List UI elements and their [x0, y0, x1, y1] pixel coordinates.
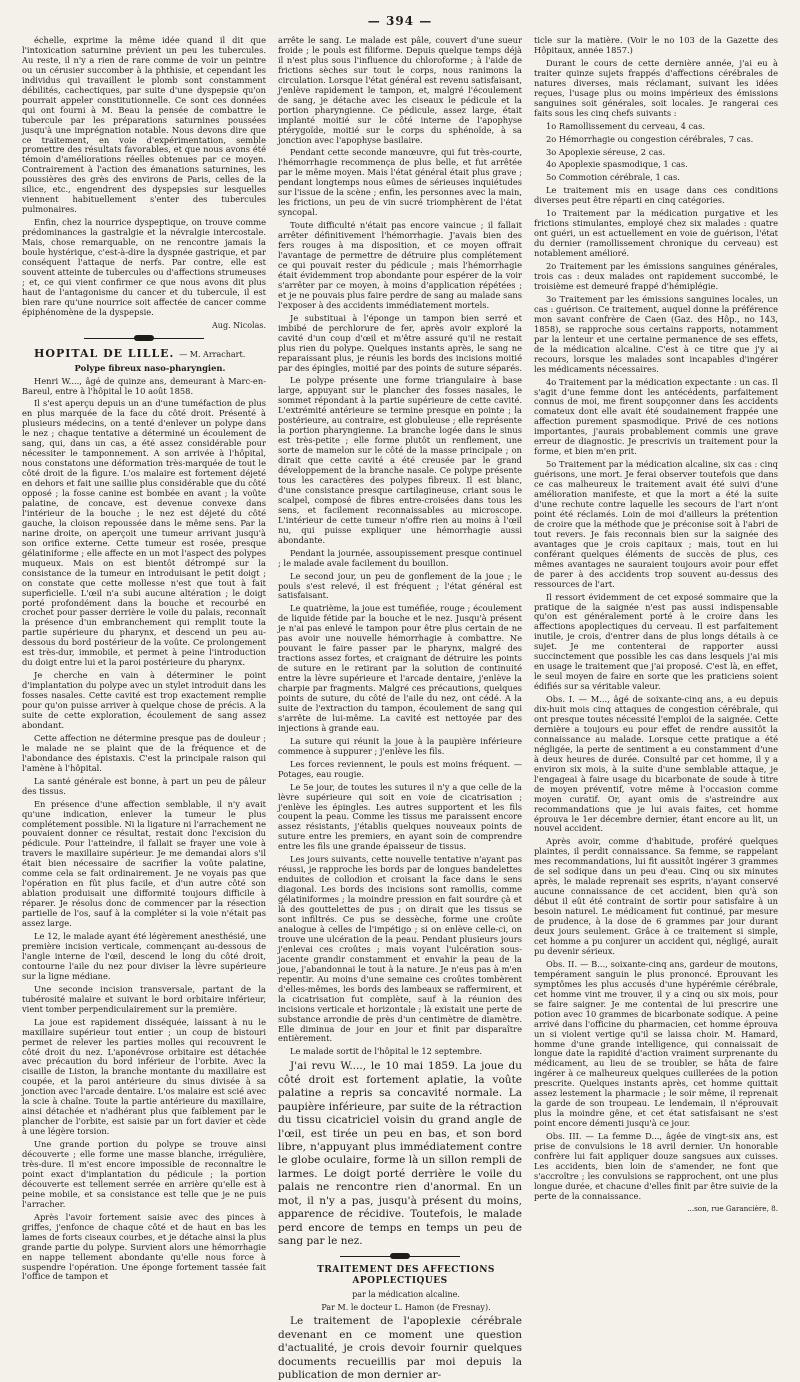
paragraph: échelle, exprime la même idée quand il dit que l'intoxication saturnine prévient un peu les tubercules. Au reste, il n'y a rien de rare comme de voir un peintre ou un cérusier succomber à la phthisie, et cependant les individus qui travaillent le plomb sont constamment débilités, cachectiques, par suite d'une dyspepsie qu'on pourrait appeler constitutionnelle. Ce sont ces données qui ont fourni à M. Beau la pensée de combattre le tubercule par les préparations saturnines poussées jusqu'à une imprégnation notable. Nous devons dire que ce traitement, en voie d'expérimentation, semble promettre des résultats favorables, et que nous avons été témoin d'améliorations réelles obtenues par ce moyen. Contrairement à l'action des émanations saturnines, les poussières des grès des environs de Paris, celles de la silice, etc., engendrent des dyspepsies sur lesquelles viennent habituellement s'enter des tubercules pulmonaires.	[22, 35, 266, 215]
paragraph: Je substituai à l'éponge un tampon bien serré et imbibé de perchlorure de fer, après avoir exploré la cavité d'un coup d'œil et m'être assuré qu'il ne restait plus rien du polype. Quelques instants après, le sang ne reparaissant plus, je réunis les bords des incisions moitié par des épingles, moitié par des points de suture séparés.	[278, 312, 523, 373]
paragraph: Le quatrième, la joue est tuméfiée, rouge ; écoulement de liquide fétide par la bouche et le nez. Jusqu'à présent je n'ai pas enlevé le tampon pour être plus certain de ne pas avoir une nouvelle hémorrhagie à combattre. Ne pouvant le faire passer par le pharynx, malgré des tractions assez fortes, et craignant de détruire les points de suture en le retirant par la solution de continuité entre la lèvre supérieure et l'arcade dentaire, j'enlève la charpie par fragments. Malgré ces précautions, quelques points de suture, du côté de l'aile du nez, ont cédé. A la suite de l'extraction du tampon, écoulement de sang qui s'arrête de lui-même. La cavité est nettoyée par des injections à grande eau.	[278, 603, 522, 733]
paragraph: Le traitement mis en usage dans ces conditions diverses peut être réparti en cinq catégories.	[534, 185, 778, 206]
paragraph: Le 12, le malade ayant été légèrement anesthésié, une première incision verticale, commençant au-dessous de l'angle interne de l'œil, descend le long du côté droit, contourne l'aile du nez pour diviser la lèvre supérieure sur la ligne médiane.	[22, 931, 266, 981]
paragraph: Pendant cette seconde manœuvre, qui fut très-courte, l'hémorrhagie recommença de plus belle, et fut arrêtée par le même moyen. Mais l'état général était plus grave ; pendant longtemps nous eûmes de sérieuses inquiétudes sur l'issue de la scène ; enfin, les personnes avec la main, les frictions, un peu de vin sucré triomphèrent de l'état syncopal.	[278, 147, 522, 218]
paragraph: Le 5e jour, de toutes les sutures il n'y a que celle de la lèvre supérieure qui soit en voie de cicatrisation ; j'enlève les épingles. Les autres supportent et les fils coupent la peau. Comme les tissus me paraissent encore assez résistants, j'établis quelques nouveaux points de suture entre les premiers, en ayant soin de comprendre entre les fils une grande épaisseur de tissus.	[278, 781, 522, 852]
article-byline: Par M. le docteur L. Hamon (de Fresnay).	[321, 1302, 491, 1312]
paragraph: Le second jour, un peu de gonflement de la joue ; le pouls s'est relevé, il est fréquent ; l'état général est satisfaisant.	[278, 570, 522, 601]
paragraph: Je cherche en vain à déterminer le point d'implantation du polype avec un stylet introduit dans les fosses nasales. Cette cavité est trop exactement remplie pour qu'on puisse arriver à quelque chose de précis. A la suite de cette exploration, écoulement de sang assez abondant.	[22, 670, 266, 730]
list-item: 4o Apoplexie spasmodique, 1 cas.	[546, 159, 688, 170]
paragraph: Le polype présente une forme triangulaire à base large, appuyant sur le plancher des fosses nasales, le sommet répondant à la partie supérieure de cette cavité. L'extrémité antérieure se termine presque en pointe ; la postérieure, au contraire, est globuleuse ; elle représente la portion pharyngienne. La branche logée dans le sinus est très-petite ; elle forme plutôt un renflement, une sorte de mamelon sur le côté de la masse principale ; on dirait que cette cavité a été creusée par le grand développement de la branche nasale. Ce polype présente tous les caractères des polypes fibreux. Il est blanc, d'une consistance presque cartilagineuse, criant sous le scalpel, composé de fibres entre-croisées dans tous les sens, et facilement reconnaissables au microscope. L'intérieur de cette tumeur n'offre rien au moins à l'œil nu, qui puisse expliquer une hémorrhagie aussi abondante.	[278, 375, 522, 545]
paragraph: 5o Traitement par la médication alcaline, six cas : cinq guérisons, une mort. Je ferai observer toutefois que dans ce cas malheureux le traitement avait été suivi d'une amélioration manifeste, et que la mort a été la suite d'une rechute contre laquelle les secours de l'art n'ont point été réclamés. Loin de moi d'ailleurs la prétention de croire que la méthode que je préconise soit à l'abri de tout revers. Je fais reconnais bien sur la saignée des avantages que je crois capitaux ; mais, tout en lui conférant quelques éléments de succès de plus, ces mêmes avantages ne sauraient toujours avoir pour effet de parer à des accidents trop souvent au-dessus des ressources de l'art.	[534, 459, 778, 589]
paragraph: 3o Traitement par les émissions sanguines locales, un cas : guérison. Ce traitement, auquel donne la préférence mon savant confrère de Caen (Gaz. des Hôp., no 143, 1858), se rapproche sous certains rapports, notamment par la lenteur et une certaine permanence de ses effets, de la médication alcaline. C'est à ce titre que j'y ai recours, lorsque les malades sont incapables d'ingérer les médicaments nécessaires.	[534, 293, 778, 374]
paragraph: Il ressort évidemment de cet exposé sommaire que la pratique de la saignée n'est pas aussi indispensable qu'on est généralement porté à le croire dans les affections apoplectiques du cerveau. Il est parfaitement inutile, je crois, d'entrer dans de plus longs détails à ce sujet. Je me contenterai de rapporter aussi succinctement que possible les cas dans lesquels j'ai mis en usage le traitement que j'ai proposé. C'est là, en effet, le seul moyen de faire en sorte que les praticiens soient édifiés sur sa véritable valeur.	[534, 591, 778, 692]
paragraph: Après avoir, comme d'habitude, proféré quelques plaintes, il perdit connaissance. Sa femme, se rappelant mes recommandations, lui fit aussitôt ingérer 3 grammes de sel sodique dans un peu d'eau. Cinq ou six minutes après, le malade reprenait ses esprits, n'ayant conservé aucune connaissance de cet accident, bien qu'à son début il eût été contraint de sortir pour satisfaire à un besoin naturel. Le médicament fut continué, par mesure de prudence, à la dose de 6 grammes par jour durant deux jours seulement. Grâce à ce traitement si simple, cet homme a pu conjurer un accident qui, négligé, aurait pu devenir sérieux.	[534, 836, 778, 956]
paragraph: 4o Traitement par la médication expectante : un cas. Il s'agit d'une femme dont les antécédents, parfaitement connus de moi, me firent soupçonner dans les accidents comateux dont elle avait été soudainement frappée une affection purement spasmodique. Privé de ces notions importantes, j'aurais probablement commis une grave erreur de diagnostic. Je prescrivis un traitement pour la forme, et bien m'en prit.	[534, 376, 778, 457]
list-item: 1o Ramollissement du cerveau, 4 cas.	[546, 120, 706, 131]
column-1	[22, 35, 266, 1282]
list-item: 3o Apoplexie séreuse, 2 cas.	[546, 146, 666, 157]
paragraph: Cette affection ne détermine presque pas de douleur ; le malade ne se plaint que de la fréquence et de l'abondance des épistaxis. C'est la principale raison qui l'amène à l'hôpital.	[22, 732, 266, 773]
paragraph: Obs. I. — M..., âgé de soixante-cinq ans, a eu depuis dix-huit mois cinq attaques de congestion cérébrale, qui ont presque toutes nécessité l'emploi de la saignée. Cette dernière a toujours eu pour effet de rendre aussitôt la connaissance au malade. Lorsque cette pratique a été négligée, la perte de sentiment a eu constamment d'une à deux heures de durée. Consulté par cet homme, il y a environ six mois, à la suite d'une semblable attaque, je l'engageai à faire usage du bicarbonate de soude à titre de moyen préventif, votre même à l'occasion comme moyen curatif. Or, ayant omis de s'astreindre aux recommandations que je lui avais faites, cet homme éprouva le 1er décembre dernier, étant encore au lit, un nouvel accident.	[534, 694, 778, 834]
paragraph: Après l'avoir fortement saisie avec des pinces à griffes, j'enfonce de chaque côté et de haut en bas les lames de forts ciseaux courbes, et je détache ainsi la plus grande partie du polype. Survient alors une hémorrhagie en nappe tellement abondante qu'elle nous force à suspendre l'opération. Une éponge fortement tassée fait l'office de tampon et	[22, 1211, 266, 1282]
article-subtitle: Polype fibreux naso-pharyngien.	[74, 363, 226, 374]
column-3	[534, 35, 778, 1213]
paragraph: Henri W...., âgé de quinze ans, demeurant à Marc-en-Bareul, entre à l'hôpital le 10 août 1858.	[22, 375, 266, 396]
follow-up-paragraph: J'ai revu W...., le 10 mai 1859. La joue du côté droit est fortement aplatie, la voûte palatine a repris sa concavité normale. La paupière inférieure, par suite de la rétraction du tissu cicatriciel voisin du grand angle de l'œil, est tirée un peu en bas, et son bord libre, n'appuyant plus immédiatement contre le globe oculaire, forme là un sillon rempli de larmes. Le doigt porté derrière le voile du palais ne rencontre rien d'anormal. En un mot, il n'y a pas, jusqu'à présent du moins, apparence de récidive. Toutefois, le malade perd encore de temps en temps un peu de sang par le nez.	[278, 1060, 522, 1248]
paragraph: 2o Traitement par les émissions sanguines générales, trois cas : deux malades ont rapidement succombé, le troisième est demeuré frappé d'hémiplégie.	[534, 261, 778, 291]
signature: Aug. Nicolas.	[212, 320, 266, 330]
paragraph: Obs. II. — B..., soixante-cinq ans, gardeur de moutons, tempérament sanguin le plus prononcé. Éprouvant les symptômes les plus accusés d'une hypérémie cérébrale, cet homme vint me trouver, il y a cinq ou six mois, pour se faire saigner. Je me contentai de lui prescrire une potion avec 10 grammes de bicarbonate sodique. A peine arrivé dans l'officine du pharmacien, cet homme éprouva un si violent vertige qu'il se laissa choir. M. Hamard, homme d'une grande intelligence, qui connaissait de longue date la rapidité d'action vraiment surprenante du médicament, au lieu de se troubler, se hâta de faire ingérer à ce malheureux quelques cuillerées de la potion prescrite. Quelques instants après, cet homme quittait assez lestement la pharmacie ; le soir même, il reprenait la garde de son troupeau. Le lendemain, il n'éprouvait plus la moindre gêne, et cet état satisfaisant ne s'est point encore démenti jusqu'à ce jour.	[534, 958, 778, 1129]
paragraph: Enfin, chez la nourrice dyspeptique, on trouve comme prédominances la gastralgie et la névralgie intercostale. Mais, chose remarquable, on ne rencontre jamais la boule hystérique, c'est-à-dire la dyspnée gastrique, et par conséquent l'attaque de nerfs. Par contre, elle est souvent atteinte de tubercules ou d'affections strumeuses ; et, ce qui vient confirmer ce que nous avons dit plus haut de l'antagonisme du cancer et du tubercule, il est bien rare qu'une nourrice soit affectée de cancer comme épiphénomène de la dyspepsie.	[22, 217, 266, 317]
paragraph: 1o Traitement par la médication purgative et les frictions stimulantes, employé chez six malades : quatre ont guéri, un est actuellement en voie de guérison, l'état du dernier (ramollissement chronique du cerveau) est notablement amélioré.	[534, 208, 778, 259]
article-title: TRAITEMENT DES AFFECTIONS APOPLECTIQUES	[317, 1265, 495, 1287]
case-list	[534, 122, 778, 184]
section-title-text: HOPITAL DE LILLE.	[34, 347, 175, 361]
section-divider	[340, 1256, 460, 1257]
paragraph: Toute difficulté n'était pas encore vaincue ; il fallait arrêter définitivement l'hémorrhagie. J'avais bien des fers rouges à ma disposition, et ce moyen offrait l'avantage de permettre de détruire plus complétement ce qui pouvait rester du pédicule ; mais l'hémorrhagie était évidemment trop abondante pour espérer de la voir s'arrêter par ce moyen, à moins d'application répétées ; et je ne pouvais plus faire perdre de sang au malade sans l'exposer à des accidents immédiatement mortels.	[278, 220, 522, 310]
article-subtitle: par la médication alcaline.	[352, 1290, 460, 1300]
paragraph: arrête le sang. Le malade est pâle, couvert d'une sueur froide ; le pouls est filiforme. Depuis quelque temps déjà il n'est plus sous l'influence du chloroforme ; à l'aide de frictions sèches sur tout le corps, nous ranimons la circulation. Lorsque l'état général est revenu satisfaisant, j'enlève rapidement le tampon, et, malgré l'écoulement de sang, je détache avec les ciseaux le pédicule et la portion pharyngienne. Ce pédicule, assez large, était implanté moitié sur le côté interne de l'apophyse ptérygoïde, moitié sur le corps du sphénoïde, à sa jonction avec l'apophyse basilaire.	[278, 35, 522, 145]
column-2	[278, 35, 523, 1382]
paragraph: Durant le cours de cette dernière année, j'ai eu à traiter quinze sujets frappés d'affections cérébrales de natures diverses, mais réclamant, suivant les idées reçues, l'usage plus ou moins impérieux des émissions sanguines soit générales, soit locales. Je rangerai ces faits sous les cinq chefs suivants :	[534, 57, 778, 118]
article-lead-paragraph: Le traitement de l'apoplexie cérébrale devenant en ce moment une question d'actualité, je crois devoir fournir quelques documents recueillis par moi depuis la publication de mon dernier ar-	[278, 1315, 522, 1382]
paragraph: Une seconde incision transversale, partant de la tubérosité malaire et suivant le bord orbitaire inférieur, vient tomber perpendiculairement sur la première.	[22, 983, 266, 1014]
paragraph: ticle sur la matière. (Voir le no 103 de la Gazette des Hôpitaux, année 1857.)	[534, 35, 778, 55]
paragraph: Il s'est aperçu depuis un an d'une tuméfaction de plus en plus marquée de la face du côté droit. Présenté à plusieurs médecins, on a tenté d'enlever un polype dans le nez ; chaque tentative a déterminé un écoulement de sang, qui, dans un cas, a été assez considérable pour nécessiter le tamponnement. A son arrivée à l'hôpital, nous constatons une déformation très-marquée de tout le côté droit de la figure. L'os malaire est fortement déjeté en dehors et fait une saillie plus considérable que du côté opposé ; la fosse canine est bombée en avant ; la voûte palatine, de concave, est devenue convexe dans l'intérieur de la bouche ; le nez est déjeté du côté gauche, la cloison repoussée dans le même sens. Par la narine droite, on aperçoit une tumeur arrivant jusqu'à son orifice externe. Cette tumeur est rosée, presque gélatiniforme ; elle affecte en un mot l'aspect des polypes muqueux. Mais on est bientôt détrompé sur la consistance de la tumeur en introduisant le petit doigt ; on constate que cette mollesse n'est que tout à fait superficielle. L'œil n'a subi aucune altération ; le doigt porté profondément dans la bouche et recourbé en crochet pour passer derrière le voile du palais, reconnaît la présence d'un embranchement qui remplit toute la partie supérieure du pharynx, et descend un peu au-dessous du bord postérieur de la voûte. Ce prolongement est très-dur, immobile, et permet à peine l'introduction du doigt entre lui et la paroi postérieure du pharynx.	[22, 398, 266, 668]
paragraph: La suture qui réunit la joue à la paupière inférieure commence à suppurer ; j'enlève les fils.	[278, 735, 522, 756]
paragraph: Les forces reviennent, le pouls est moins fréquent. — Potages, eau rougie.	[278, 758, 522, 779]
section-title	[22, 347, 266, 360]
paragraph: Le malade sortit de l'hôpital le 12 septembre.	[290, 1046, 482, 1057]
page-number: — 394 —	[367, 14, 433, 28]
paragraph: En présence d'une affection semblable, il n'y avait qu'une indication, enlever la tumeur le plus complétement possible. Ni la ligature ni l'arrachement ne pouvaient donner ce résultat, restait donc l'excision du pédicule. Pour l'atteindre, il fallait se frayer une voie à travers le maxillaire supérieur. Je me demandai alors s'il était bien nécessaire de sacrifier la voûte palatine, comme cela se fait ordinairement. Je ne voyais pas que l'opération en fût plus facile, et d'un autre côté son ablation produisait une difformité toujours difficile à réparer. Je résolus donc de commencer par la résection partielle de l'os, sauf à la compléter si la voie n'était pas assez large.	[22, 798, 266, 929]
paragraph: Pendant la journée, assoupissement presque continuel ; le malade avale facilement du bouillon.	[278, 547, 522, 568]
list-item: 5o Commotion cérébrale, 1 cas.	[546, 172, 680, 183]
paragraph: Une grande portion du polype se trouve ainsi découverte ; elle forme une masse blanche, irrégulière, très-dure. Il m'est encore impossible de reconnaître le point exact d'implantation du pédicule ; la portion découverte est tellement serrée en arrière qu'elle est à peine mobile, et sa consistance est telle que je ne puis l'arracher.	[22, 1139, 266, 1209]
printer-line: ...son, rue Garancière, 8.	[687, 1203, 778, 1213]
paragraph: Les jours suivants, cette nouvelle tentative n'ayant pas réussi, je rapproche les bords par de longues bandelettes enduites de collodion et croisant la face dans le sens diagonal. Les bords des incisions sont ramollis, comme gélatiniformes ; la moindre pression en fait sourdre çà et là des gouttelettes de pus ; on dirait que les tissus se sont infiltrés. Ce pus se dessèche, forme une croûte analogue à celles de l'impétigo ; si on enlève celle-ci, on trouve une ulcération de la peau. Pendant plusieurs jours j'enlevai ces croûtes ; mais voyant l'ulcération sous-jacente grandir constamment et envahir la peau de la joue, j'abandonnai le tout à la nature. Je n'eus pas à m'en repentir. Au moins d'une semaine ces croûtes tombèrent d'elles-mêmes, les bords des lambeaux se raffermirent, et la cicatrisation fut complète, sauf à la réunion des incisions verticale et horizontale ; là existait une perte de substance arrondie de près d'un centimètre de diamètre. Elle diminua de jour en jour et finit par disparaître entièrement.	[278, 854, 522, 1044]
paragraph: La joue est rapidement disséquée, laissant à nu le maxillaire supérieur tout entier ; un coup de bistouri permet de relever les parties molles qui recouvrent le côté droit du nez. L'aponévrose orbitaire est détachée avec précaution du bord inférieur de l'orbite. Avec la cisaille de Liston, la branche montante du maxillaire est coupée, et la paroi antérieure du sinus divisée à sa jonction avec l'arcade dentaire. L'os malaire est scié avec la scie à chaîne. Toute la partie antérieure du maxillaire, ainsi détachée et n'adhérant plus que faiblement par le plancher de l'orbite, est saisie par un fort davier et cède à une légère torsion.	[22, 1016, 266, 1137]
section-divider	[84, 338, 204, 339]
list-item: 2o Hémorrhagie ou congestion cérébrales, 7 cas.	[546, 133, 754, 144]
paragraph: La santé générale est bonne, à part un peu de pâleur des tissus.	[22, 775, 266, 796]
section-author: — M. Arrachart.	[179, 350, 246, 360]
paragraph: Obs. III. — La femme D..., âgée de vingt-six ans, est prise de convulsions le 18 avril dernier. Un honorable confrère lui fait appliquer douze sangsues aux cuisses. Les accidents, bien loin de s'amender, ne font que s'accroître ; les convulsions se rapprochent, ont une plus longue durée, et chacune d'elles finit par être suivie de la perte de la connaissance.	[534, 1131, 778, 1201]
columns	[22, 35, 778, 1382]
